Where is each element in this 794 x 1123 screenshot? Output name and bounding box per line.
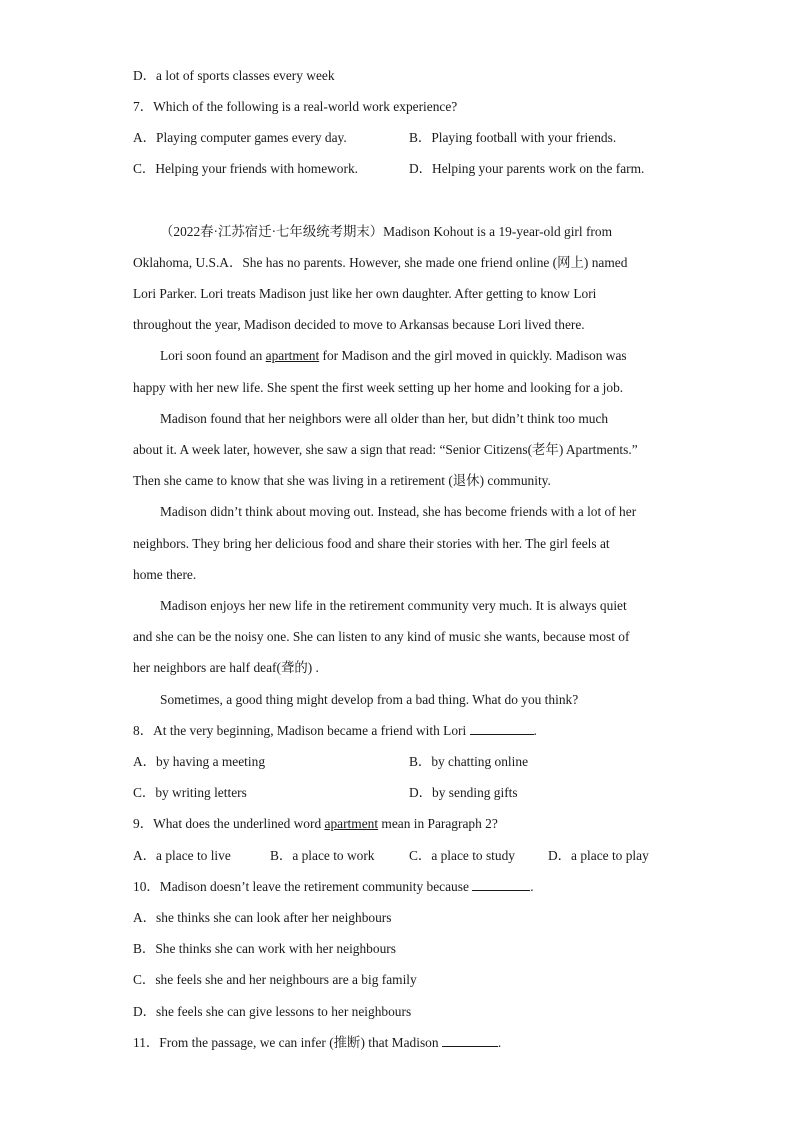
p2-text-pre: Lori soon found an [160,348,266,363]
passage-p1-line3: Lori Parker. Lori treats Madison just like her own daughter. After getting to know Lori [133,286,597,301]
passage-p4-line3: home there. [133,567,197,582]
q10-stem-text: 10．Madison doesn’t leave the retirement community because [133,879,473,894]
q8-option-c: C．by writing letters [133,785,247,800]
passage-p3-line1: Madison found that her neighbors were all older than her, but didn’t think too much [160,411,609,426]
q10-stem-end: . [530,879,534,894]
answer-blank [470,722,534,735]
passage-p4-line2: neighbors. They bring her delicious food and share their stories with her. The girl feels at [133,536,610,551]
q9-stem-post: mean in Paragraph 2? [378,816,498,831]
passage-p2-line1 [160,347,627,365]
q9-option-b: B．a place to work [270,848,375,863]
q9-stem [133,815,498,833]
q7-option-b: B．Playing football with your friends. [409,130,617,145]
q6-option-d: D．a lot of sports classes every week [133,68,335,83]
q7-stem: 7．Which of the following is a real-world work experience? [133,99,458,114]
q10-stem [133,878,534,896]
passage-p4-line1: Madison didn’t think about moving out. Instead, she has become friends with a lot of her [160,504,637,519]
q9-option-d: D．a place to play [548,848,649,863]
underlined-word-apartment: apartment [265,348,320,363]
q8-option-d: D．by sending gifts [409,785,518,800]
q9-option-c: C．a place to study [409,848,515,863]
answer-blank [442,1034,498,1047]
q8-stem-end: . [533,723,537,738]
p2-text-post: for Madison and the girl moved in quickly. Madison was [319,348,627,363]
q8-option-b: B．by chatting online [409,754,529,769]
q8-stem-text: 8．At the very beginning, Madison became a friend with Lori [133,723,470,738]
q10-option-b: B．She thinks she can work with her neighbours [133,941,396,956]
passage-p3-line3: Then she came to know that she was living in a retirement (退休) community. [133,473,551,488]
q9-stem-pre: 9．What does the underlined word [133,816,325,831]
q8-option-a: A．by having a meeting [133,754,266,769]
passage-p1-line1: （2022春·江苏宿迁·七年级统考期末）Madison Kohout is a 19-year-old girl from [160,224,612,239]
passage-p1-line2: Oklahoma, U.S.A．She has no parents. However, she made one friend online (网上) named [133,255,628,270]
q7-option-d: D．Helping your parents work on the farm. [409,161,645,176]
passage-p5-line1: Madison enjoys her new life in the retirement community very much. It is always quiet [160,598,627,613]
q10-option-d: D．she feels she can give lessons to her neighbours [133,1004,412,1019]
q8-stem [133,722,537,740]
q11-stem-end: . [497,1035,502,1050]
q10-option-c: C．she feels she and her neighbours are a big family [133,972,417,987]
q11-stem-text: 11．From the passage, we can infer (推断) that Madison [133,1035,442,1050]
q7-option-c: C．Helping your friends with homework. [133,161,359,176]
passage-p3-line2: about it. A week later, however, she saw a sign that read: “Senior Citizens(老年) Apartments.” [133,442,638,457]
q7-option-a: A．Playing computer games every day. [133,130,347,145]
passage-p1-line4: throughout the year, Madison decided to move to Arkansas because Lori lived there. [133,317,585,332]
passage-p2-line2: happy with her new life. She spent the first week setting up her home and looking for a job. [133,380,624,395]
underlined-word-apartment-q9: apartment [324,816,379,831]
passage-p5-line2: and she can be the noisy one. She can listen to any kind of music she wants, because most of [133,629,630,644]
q11-stem [133,1034,501,1052]
answer-blank [472,878,530,891]
q10-option-a: A．she thinks she can look after her neighbours [133,910,392,925]
passage-p6: Sometimes, a good thing might develop from a bad thing. What do you think? [160,692,579,707]
q9-option-a: A．a place to live [133,848,231,863]
passage-p5-line3: her neighbors are half deaf(聋的) . [133,660,319,675]
